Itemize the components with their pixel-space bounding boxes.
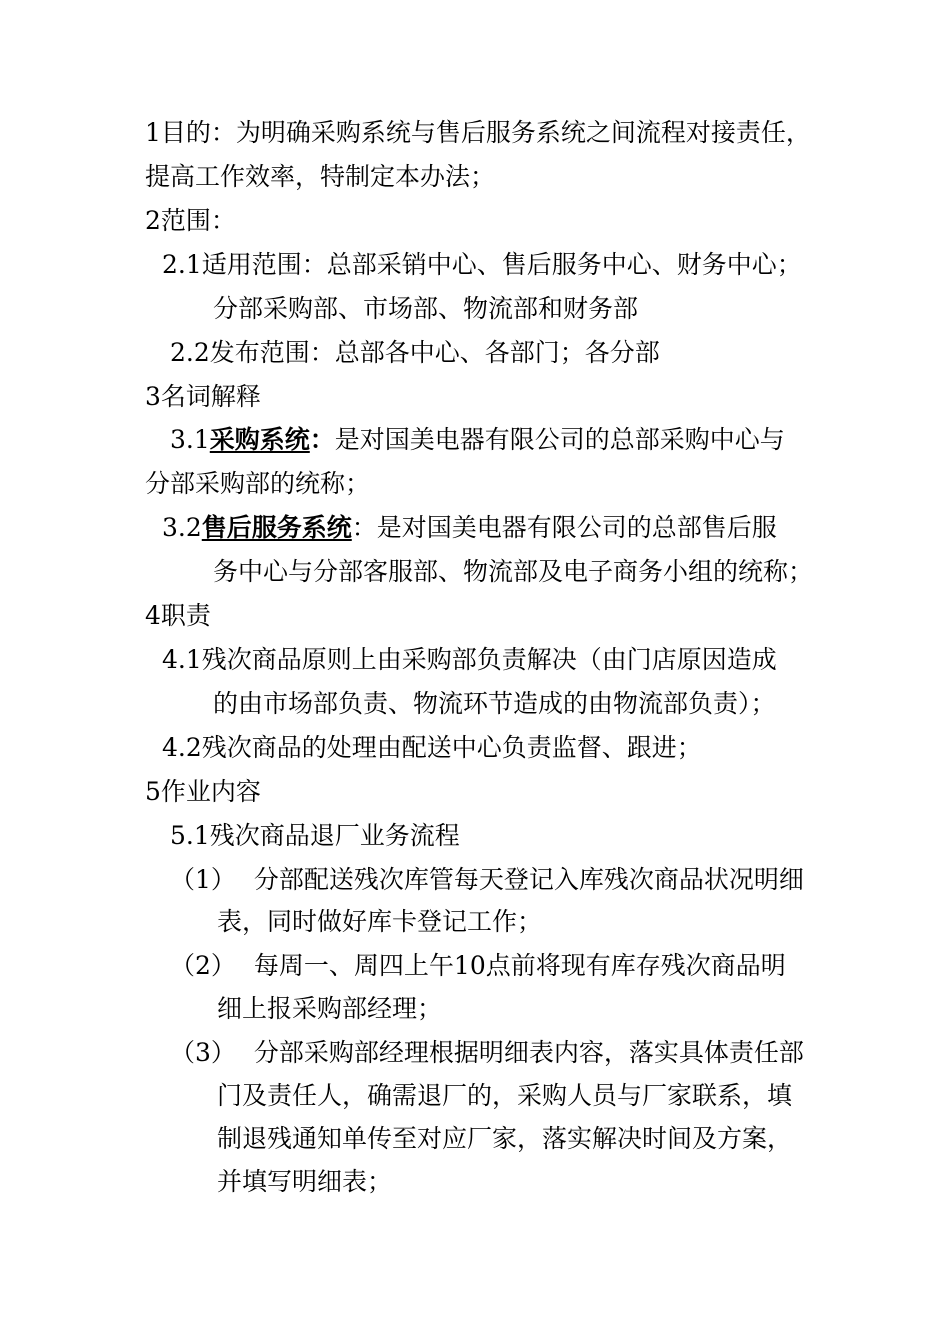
list-item-1-text: 分部配送残次库管每天登记入库残次商品状况明细 xyxy=(253,865,804,894)
section-5-1-heading: 5.1残次商品退厂业务流程 xyxy=(170,821,460,850)
section-4-heading: 4职责 xyxy=(145,601,211,630)
section-3-1-line-2: 分部采购部的统称； xyxy=(145,469,371,498)
list-item-1-number: （1） xyxy=(170,865,236,894)
list-item-2-line-1 xyxy=(170,950,786,982)
list-item-3-line-3: 制退残通知单传至对应厂家，落实解决时间及方案， xyxy=(217,1124,793,1153)
section-2-1-line-2: 分部采购部、市场部、物流部和财务部 xyxy=(213,294,639,323)
list-item-2-text: 每周一、周四上午10点前将现有库存残次商品明 xyxy=(253,951,786,980)
term-purchasing-system: 采购系统 xyxy=(209,425,310,454)
list-item-3-line-1 xyxy=(170,1037,804,1069)
list-item-1-line-1 xyxy=(170,864,804,896)
section-4-1-line-1: 4.1残次商品原则上由采购部负责解决（由门店原因造成 xyxy=(162,645,777,674)
term-after-sales-system: 售后服务系统 xyxy=(201,513,352,542)
section-3-heading: 3名词解释 xyxy=(145,382,261,411)
section-2-heading: 2范围： xyxy=(145,206,236,235)
section-3-2-line-1 xyxy=(162,512,777,544)
section-3-1-definition: 是对国美电器有限公司的总部采购中心与 xyxy=(334,425,785,454)
section-3-2-line-2: 务中心与分部客服部、物流部及电子商务小组的统称； xyxy=(213,557,814,586)
list-item-3-line-4: 并填写明细表； xyxy=(217,1167,393,1196)
list-item-3-number: （3） xyxy=(170,1038,236,1067)
section-2-2-line: 2.2发布范围：总部各中心、各部门；各分部 xyxy=(170,338,660,367)
section-1-purpose-line-1: 1目的：为明确采购系统与售后服务系统之间流程对接责任， xyxy=(145,118,811,147)
list-item-3-line-2: 门及责任人，确需退厂的，采购人员与厂家联系，填 xyxy=(217,1081,793,1110)
section-3-1-line-1 xyxy=(170,424,785,456)
section-3-1-number: 3.1 xyxy=(170,425,210,454)
section-5-heading: 5作业内容 xyxy=(145,777,261,806)
list-item-1-line-2: 表，同时做好库卡登记工作； xyxy=(217,907,543,936)
list-item-3-text: 分部采购部经理根据明细表内容，落实具体责任部 xyxy=(253,1038,804,1067)
section-4-2-line: 4.2残次商品的处理由配送中心负责监督、跟进； xyxy=(162,733,702,762)
section-1-purpose-line-2: 提高工作效率，特制定本办法； xyxy=(145,162,496,191)
section-3-2-number: 3.2 xyxy=(162,513,202,542)
section-3-2-definition: 是对国美电器有限公司的总部售后服 xyxy=(376,513,777,542)
section-2-1-line-1: 2.1适用范围：总部采销中心、售后服务中心、财务中心； xyxy=(162,250,802,279)
section-4-1-line-2: 的由市场部负责、物流环节造成的由物流部负责）； xyxy=(213,689,776,718)
term-colon: ： xyxy=(351,513,377,542)
list-item-2-line-2: 细上报采购部经理； xyxy=(217,994,443,1023)
list-item-2-number: （2） xyxy=(170,951,236,980)
term-colon: ： xyxy=(309,425,335,454)
